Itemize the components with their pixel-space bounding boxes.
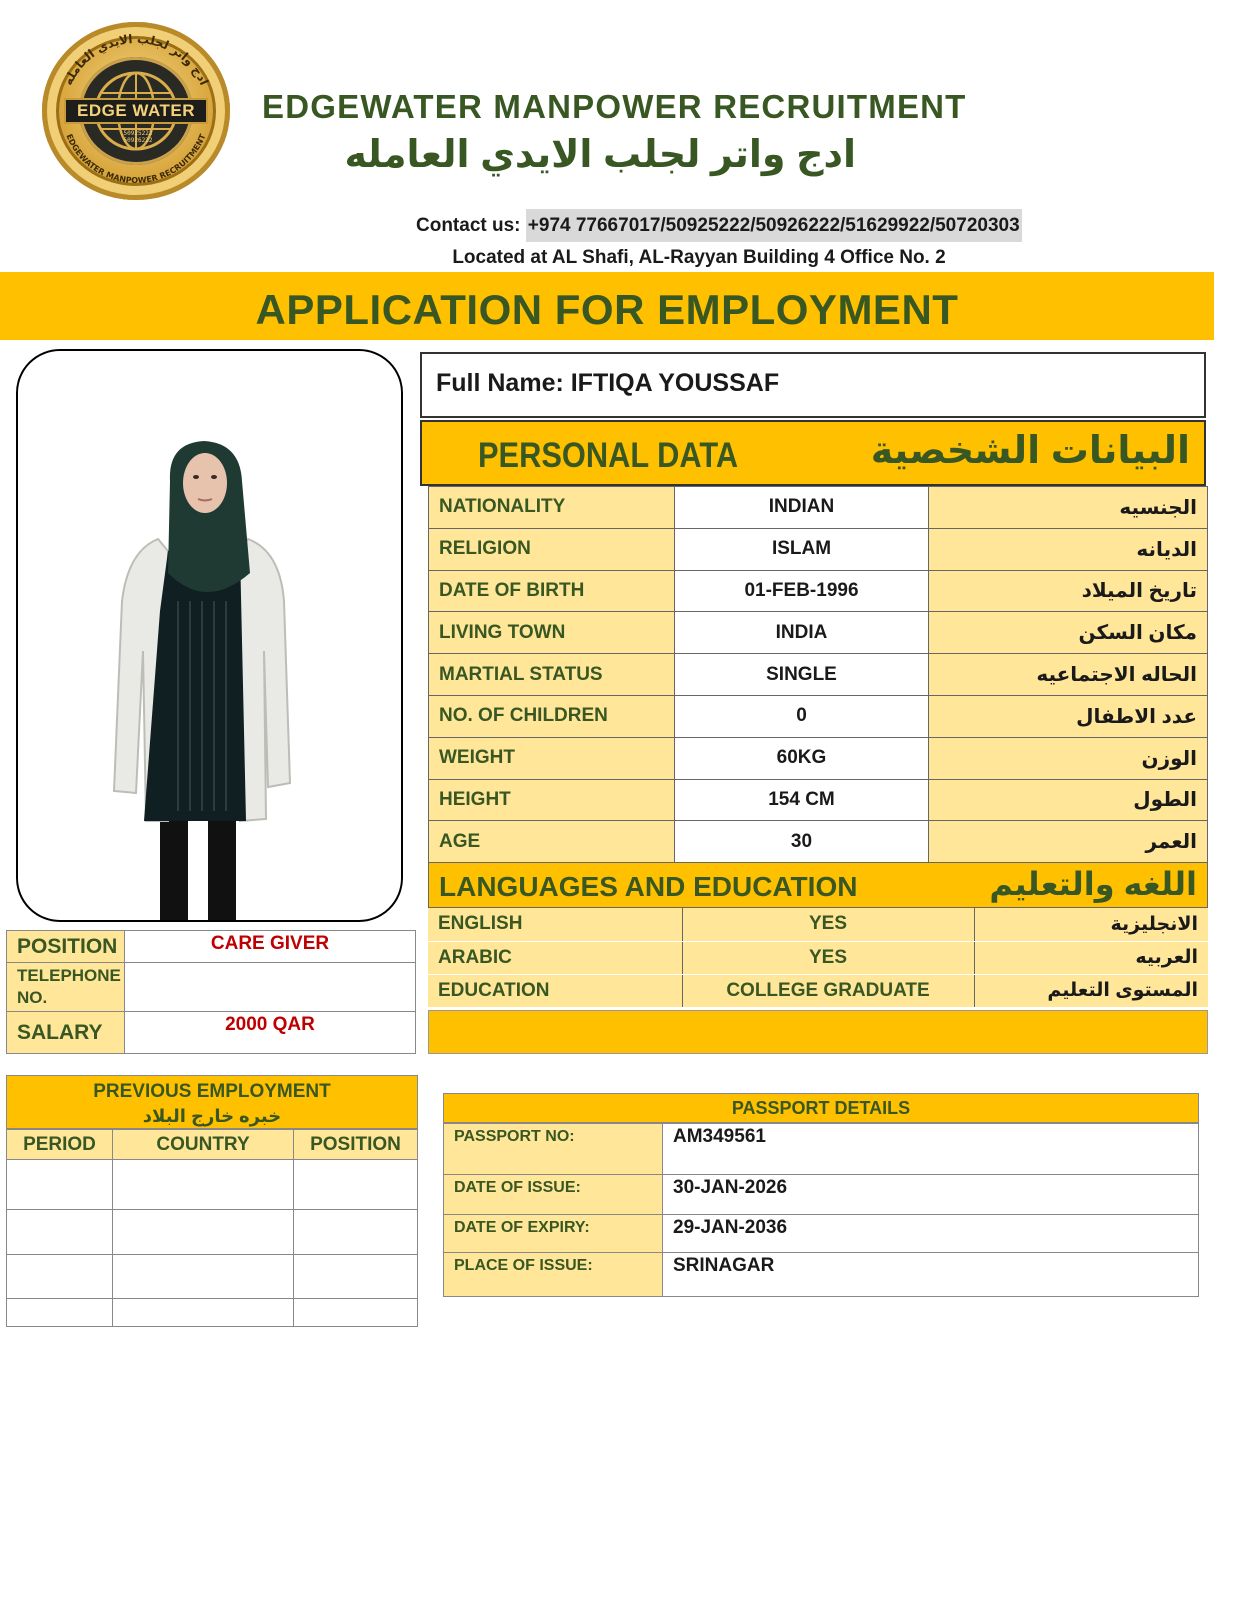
table-cell [113,1299,294,1327]
languages-header [428,862,1208,908]
table-cell [294,1210,418,1255]
education-label-arabic: المستوى التعليم [974,974,1208,1007]
living-town-label: LIVING TOWN [429,612,675,654]
table-row [7,1160,418,1210]
dob-value: 01-FEB-1996 [675,570,929,612]
company-logo [42,22,230,200]
table-cell [7,1255,113,1299]
languages-table [428,908,1208,1008]
position-column-header: POSITION [294,1130,418,1160]
table-row [429,612,1208,654]
table-header-row [7,1130,418,1160]
contact-label: Contact us: [416,215,526,236]
table-row [444,1124,1199,1175]
table-row [444,1253,1199,1297]
table-row [428,908,1208,941]
table-row [7,931,416,963]
page-title: APPLICATION FOR EMPLOYMENT [255,286,959,333]
table-row [429,570,1208,612]
passport-details-table [443,1123,1199,1297]
table-cell [7,1210,113,1255]
arabic-label-arabic: العربيه [974,941,1208,974]
passport-details-header: PASSPORT DETAILS [443,1093,1199,1123]
table-row [429,654,1208,696]
previous-employment-header [6,1075,418,1129]
religion-label: RELIGION [429,528,675,570]
dob-label: DATE OF BIRTH [429,570,675,612]
living-town-value: INDIA [675,612,929,654]
table-row [429,737,1208,779]
table-cell [113,1255,294,1299]
place-of-issue-value: SRINAGAR [663,1253,1199,1297]
table-row [428,941,1208,974]
height-value: 154 CM [675,779,929,821]
applicant-photo-illustration [18,351,403,922]
contact-numbers: +974 77667017/50925222/50926222/51629922/50720303 [526,209,1022,242]
date-of-issue-value: 30-JAN-2026 [663,1175,1199,1215]
position-label: POSITION [7,931,125,963]
nationality-label-arabic: الجنسيه [929,487,1208,529]
arabic-label: ARABIC [428,941,682,974]
weight-label-arabic: الوزن [929,737,1208,779]
weight-label: WEIGHT [429,737,675,779]
passport-no-value: AM349561 [663,1124,1199,1175]
company-name-english: EDGEWATER MANPOWER RECRUITMENT [262,88,967,125]
languages-title: LANGUAGES AND EDUCATION [439,871,858,902]
table-row [7,1210,418,1255]
english-label: ENGLISH [428,908,682,941]
table-row [7,963,416,1012]
nationality-label: NATIONALITY [429,487,675,529]
table-row [429,695,1208,737]
table-row [429,528,1208,570]
age-label: AGE [429,821,675,863]
children-value: 0 [675,695,929,737]
table-cell [294,1160,418,1210]
table-row [7,1012,416,1054]
marital-status-label-arabic: الحاله الاجتماعيه [929,654,1208,696]
dob-label-arabic: تاريخ الميلاد [929,570,1208,612]
full-name: Full Name: IFTIQA YOUSSAF [420,352,1206,418]
table-row [429,779,1208,821]
languages-footer-band [428,1010,1208,1054]
table-cell [294,1299,418,1327]
position-table [6,930,416,1054]
date-of-expiry-label: DATE OF EXPIRY: [444,1215,663,1253]
date-of-issue-label: DATE OF ISSUE: [444,1175,663,1215]
logo-phones: 50925222 50926222 [123,130,153,144]
previous-employment-title: PREVIOUS EMPLOYMENT [93,1081,331,1102]
religion-label-arabic: الديانه [929,528,1208,570]
marital-status-label: MARTIAL STATUS [429,654,675,696]
table-cell [294,1255,418,1299]
applicant-photo [16,349,403,922]
telephone-label: TELEPHONE NO. [7,963,125,1012]
table-row [7,1255,418,1299]
living-town-label-arabic: مكان السكن [929,612,1208,654]
logo-ring-english: EDGEWATER MANPOWER RECRUITMENT [64,132,208,186]
country-column-header: COUNTRY [113,1130,294,1160]
table-row [444,1175,1199,1215]
office-location: Located at AL Shafi, AL-Rayyan Building 4 Office No. 2 [452,247,946,268]
title-band [0,272,1214,340]
place-of-issue-label: PLACE OF ISSUE: [444,1253,663,1297]
table-row [428,974,1208,1007]
children-label-arabic: عدد الاطفال [929,695,1208,737]
previous-employment-table [6,1129,418,1327]
height-label-arabic: الطول [929,779,1208,821]
education-label: EDUCATION [428,974,682,1007]
arabic-value: YES [682,941,974,974]
table-cell [113,1160,294,1210]
personal-data-title-arabic: البيانات الشخصية [870,430,1190,472]
table-row [429,487,1208,529]
company-name-arabic: ادج واتر لجلب الايدي العامله [344,134,856,176]
children-label: NO. OF CHILDREN [429,695,675,737]
personal-data-title: PERSONAL DATA [478,436,739,475]
english-label-arabic: الانجليزية [974,908,1208,941]
telephone-value [125,963,416,1012]
logo-ring-arabic: ادج واتر لجلب الايدي العامله [60,31,212,88]
table-row [429,821,1208,863]
marital-status-value: SINGLE [675,654,929,696]
nationality-value: INDIAN [675,487,929,529]
salary-label: SALARY [7,1012,125,1054]
position-value: CARE GIVER [125,931,416,963]
weight-value: 60KG [675,737,929,779]
salary-value: 2000 QAR [125,1012,416,1054]
education-value: COLLEGE GRADUATE [682,974,974,1007]
table-row [7,1299,418,1327]
age-label-arabic: العمر [929,821,1208,863]
personal-data-header [420,420,1206,486]
date-of-expiry-value: 29-JAN-2036 [663,1215,1199,1253]
languages-title-arabic: اللغه والتعليم [989,866,1197,902]
religion-value: ISLAM [675,528,929,570]
table-cell [113,1210,294,1255]
logo-badge: EDGE WATER [64,98,208,124]
height-label: HEIGHT [429,779,675,821]
contact-line [416,215,1056,237]
english-value: YES [682,908,974,941]
previous-employment-title-arabic: خبره خارج البلاد [142,1106,282,1126]
age-value: 30 [675,821,929,863]
period-column-header: PERIOD [7,1130,113,1160]
table-cell [7,1160,113,1210]
passport-no-label: PASSPORT NO: [444,1124,663,1175]
personal-data-table [428,486,1208,863]
table-row [444,1215,1199,1253]
table-cell [7,1299,113,1327]
